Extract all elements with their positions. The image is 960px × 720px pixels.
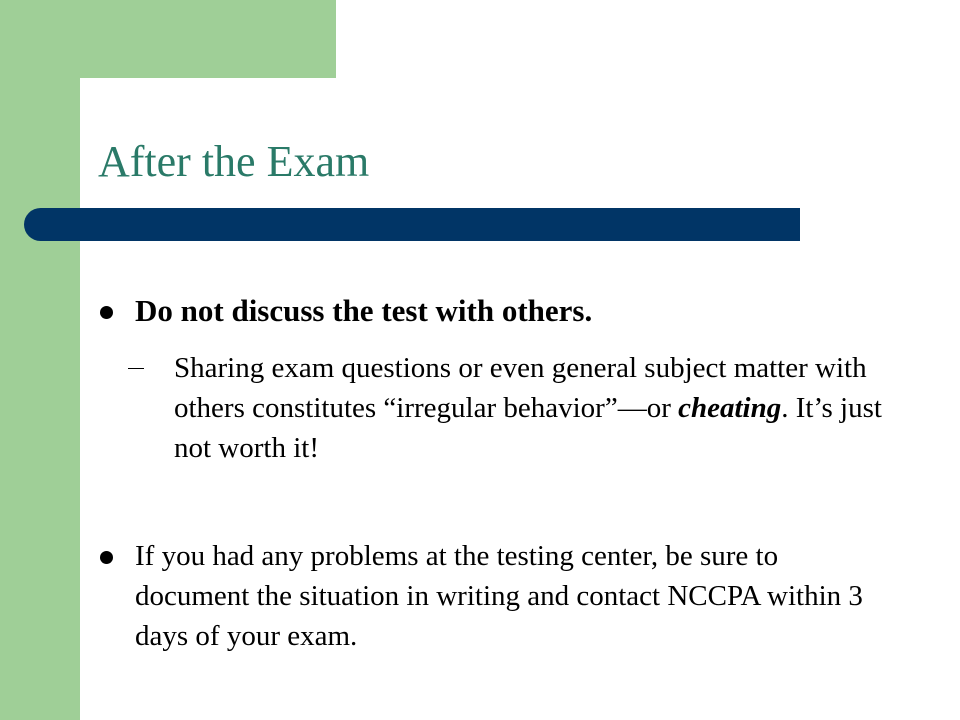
bullet-text: If you had any problems at the testing center, be sure to document the situation in writing and contact NCCPA within 3 days of your exam.	[135, 540, 863, 652]
rounded-corner-decor	[80, 78, 140, 138]
top-decor-block	[80, 0, 336, 78]
left-decor-band	[0, 0, 80, 720]
bullet-dot-icon	[100, 306, 113, 319]
sub-bullet-text	[174, 348, 914, 468]
bullet-text: Do not discuss the test with others.	[135, 293, 593, 328]
cheating-word: cheating	[678, 392, 782, 424]
sub-text-before: Sharing exam questions or even general subject matter with others constitutes “irregular behavior”—or	[174, 352, 867, 424]
dash-icon	[128, 368, 144, 369]
sub-text-after: . It’s just not worth it!	[174, 392, 882, 464]
slide-title: After the Exam	[98, 137, 370, 186]
bullet-dot-icon	[100, 551, 113, 564]
title-underline-bar	[24, 208, 800, 241]
